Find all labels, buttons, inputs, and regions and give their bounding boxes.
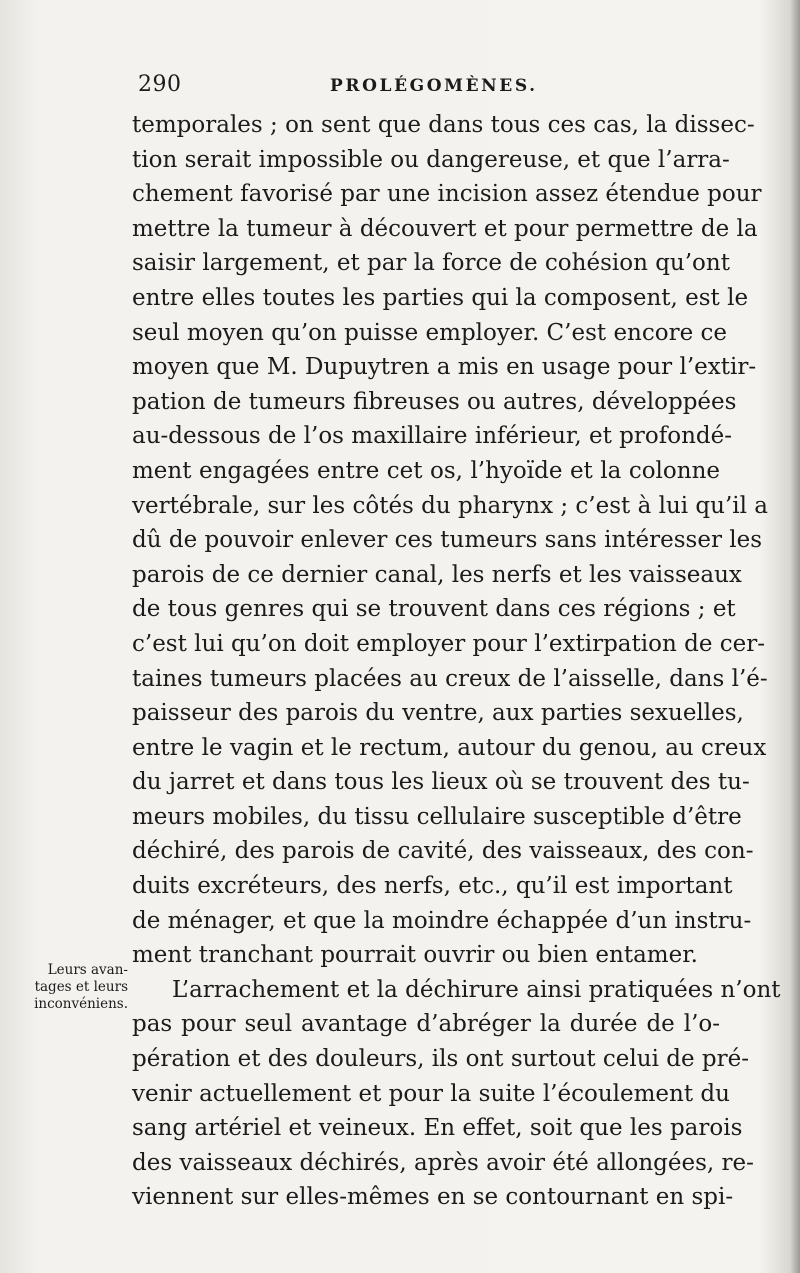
text-line: temporales ; on sent que dans tous ces cas, la dissec- xyxy=(132,112,755,138)
text-line: seul moyen qu’on puisse employer. C’est encore ce xyxy=(132,319,728,346)
margin-note xyxy=(18,962,128,1013)
body-text xyxy=(132,108,781,1215)
text-line: saisir largement, et par la force de cohésion qu’ont xyxy=(132,250,730,277)
text-line: entre le vagin et le rectum, autour du genou, au creux xyxy=(132,734,767,761)
running-title: PROLÉGOMÈNES. xyxy=(330,76,538,96)
text-line: dû de pouvoir enlever ces tumeurs sans intéresser les xyxy=(132,527,763,554)
text-line: parois de ce dernier canal, les nerfs et les vaisseaux xyxy=(132,561,742,588)
text-line: vertébrale, sur les côtés du pharynx ; c’est à lui qu’il a xyxy=(132,492,769,519)
page-header xyxy=(132,72,722,100)
paragraph-end-line: ment tranchant pourrait ouvrir ou bien entamer. xyxy=(132,942,698,969)
text-line: chement favorisé par une incision assez étendue pour xyxy=(132,181,762,208)
text-line: taines tumeurs placées au creux de l’aisselle, dans l’é- xyxy=(132,665,768,692)
text-line: sang artériel et veineux. En effet, soit que les parois xyxy=(132,1115,743,1142)
text-line: c’est lui qu’on doit employer pour l’extirpation de cer- xyxy=(132,630,765,657)
text-line: mettre la tumeur à découvert et pour permettre de la xyxy=(132,215,758,242)
text-line: de tous genres qui se trouvent dans ces régions ; et xyxy=(132,596,736,623)
text-line: pation de tumeurs fibreuses ou autres, développées xyxy=(132,388,737,415)
page-number: 290 xyxy=(138,72,182,97)
text-line: des vaisseaux déchirés, après avoir été allongées, re- xyxy=(132,1149,754,1176)
text-line: entre elles toutes les parties qui la composent, est le xyxy=(132,284,749,311)
text-line: ment engagées entre cet os, l’hyoïde et la colonne xyxy=(132,457,720,484)
text-line: pas pour seul avantage d’abréger la durée de l’o- xyxy=(132,1011,720,1038)
text-line: viennent sur elles-mêmes en se contournant en spi- xyxy=(132,1184,734,1211)
text-line: tion serait impossible ou dangereuse, et que l’arra- xyxy=(132,146,730,173)
text-line: venir actuellement et pour la suite l’écoulement du xyxy=(132,1080,730,1107)
text-line: déchiré, des parois de cavité, des vaisseaux, des con- xyxy=(132,838,754,865)
page-edge-shadow xyxy=(790,0,800,1273)
text-line: pération et des douleurs, ils ont surtout celui de pré- xyxy=(132,1046,749,1073)
text-line: meurs mobiles, du tissu cellulaire susceptible d’être xyxy=(132,803,742,830)
margin-note-line: Leurs avan- xyxy=(47,962,128,978)
text-line: duits excréteurs, des nerfs, etc., qu’il est important xyxy=(132,873,733,900)
paragraph-start-line: L’arrachement et la déchirure ainsi pratiquées n’ont xyxy=(172,976,781,1003)
text-line: de ménager, et que la moindre échappée d’un instru- xyxy=(132,907,752,934)
text-line: au-dessous de l’os maxillaire inférieur, et profondé- xyxy=(132,423,732,450)
text-line: du jarret et dans tous les lieux où se trouvent des tu- xyxy=(132,769,750,796)
margin-note-line: inconvéniens. xyxy=(34,996,128,1012)
margin-note-line: tages et leurs xyxy=(34,979,128,995)
text-line: moyen que M. Dupuytren a mis en usage pour l’extir- xyxy=(132,354,757,381)
text-line: paisseur des parois du ventre, aux parties sexuelles, xyxy=(132,700,744,727)
